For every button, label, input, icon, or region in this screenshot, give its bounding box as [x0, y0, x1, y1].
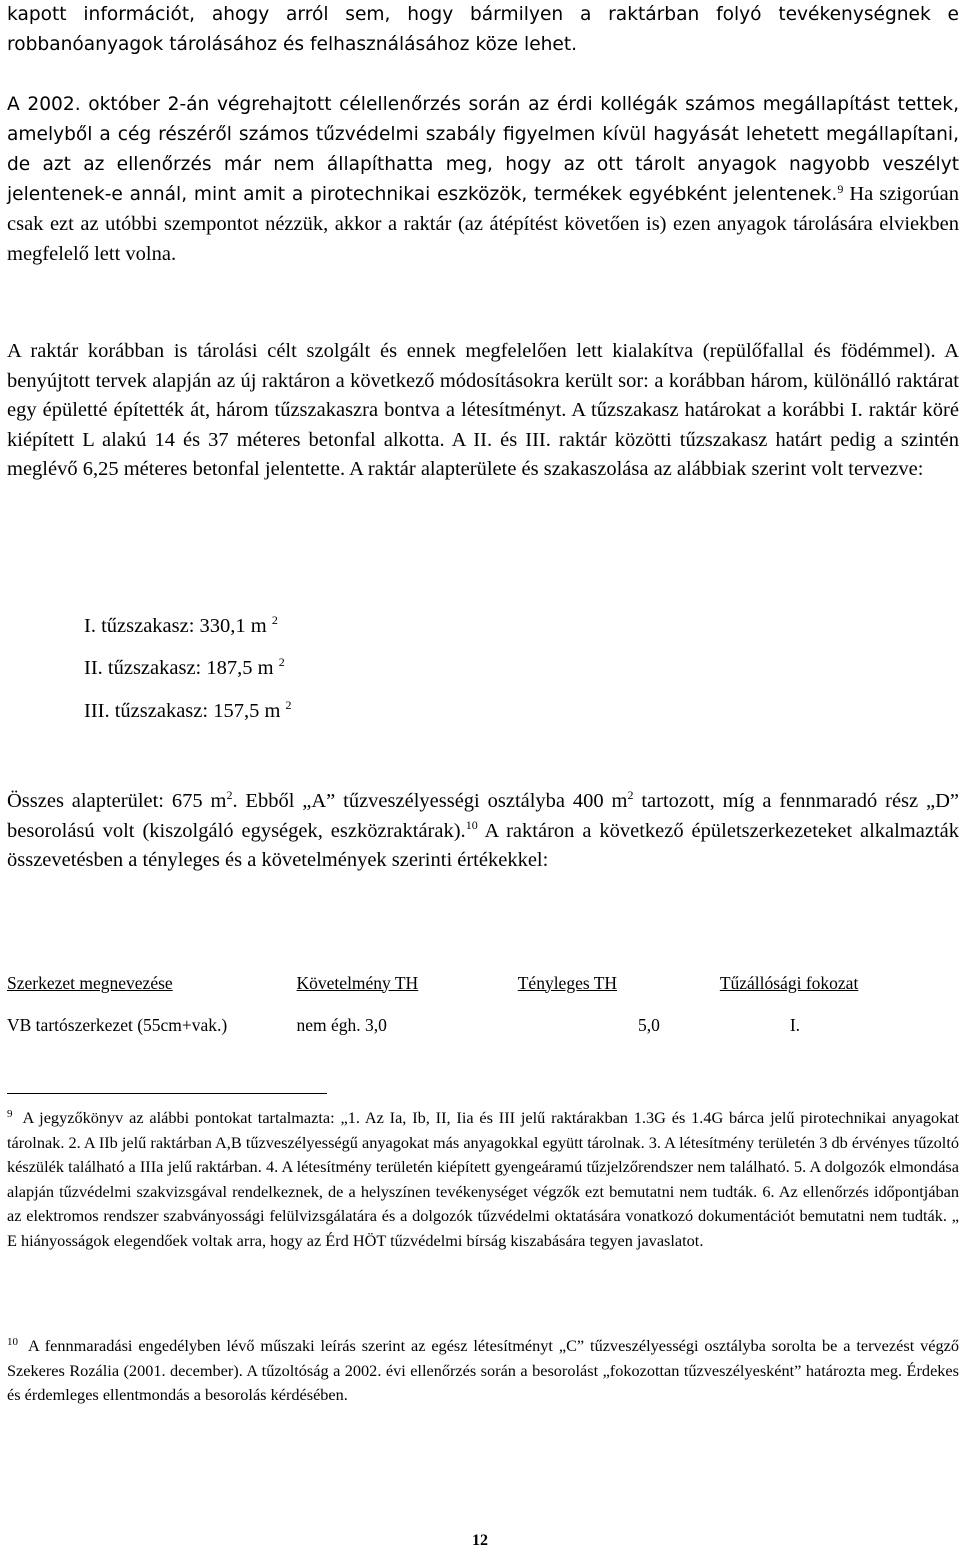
paragraph-inspection-tail: Ha szigorúan csak ezt az utóbbi szempontot nézzük, akkor a raktár (az átépítést követően is) ezen anyagok tárolására elviekben megfelelő lett volna. [7, 183, 959, 265]
page-number: 12 [472, 1532, 488, 1549]
table-header-actual: Tényleges TH [517, 972, 618, 993]
footnote-10-text: A fennmaradási engedélyben lévő műszaki leírás szerint az egész létesítményt „C” tűzveszélyességi osztályba sorolta be a tervezést végző Szekeres Rozália (2001. december). A tűzoltóság a 2002. évi ellenőrzés során a besorolást „fokozottan tűzveszélyesként” határozta meg. Érdekes és érdemleges ellentmondás a besorolás kérdésében. [7, 1336, 959, 1404]
total-area-text-a: Összes alapterület: 675 m [7, 790, 227, 812]
fire-zone-2 [84, 657, 285, 680]
fire-zone-3-sup: 2 [285, 698, 292, 713]
fire-zone-2-label: II. tűzszakasz: 187,5 m [84, 657, 274, 679]
footnote-9-text: A jegyzőkönyv az alábbi pontokat tartalmazta: „1. Az Ia, Ib, II, Iia és III jelű raktárakban 1.3G és 1.4G bárca jelű pirotechnikai anyagokat tárolnak. 2. A IIb jelű raktárban A,B tűzveszélyességű anyagokat más anyagokkal együtt tárolnak. 3. A létesítmény területén 3 db érvényes tűzoltó készülék található a IIIa jelű raktárban. 4. A létesítmény területén kiépített gyengeáramú tűzjelzőrendszer nem található. 5. A dolgozók elmondása alapján tűzvédelmi szakvizsgával rendelkeznek, de a helyszínen tevékenységet végzők ezt bemutatni nem tudták. 6. Az ellenőrzés időpontjában az elektromos rendszer szabványossági felülvizsgálatára és a dolgozók tűzvédelmi oktatására vonatkozó dokumentációt bemutatni nem tudták. „ E hiányosságok elegendőek voltak arra, hogy az Érd HÖT tűzvédelmi bírság kiszabására tegyen javaslatot. [7, 1108, 959, 1250]
fire-zone-1-sup: 2 [271, 613, 278, 628]
footnote-10 [7, 1334, 959, 1408]
table-cell-fire-rating: I. [789, 1014, 801, 1035]
fire-zone-1 [84, 615, 278, 638]
table-cell-required: nem égh. 3,0 [296, 1014, 387, 1035]
paragraph-intro: kapott információt, ahogy arról sem, hogy bármilyen a raktárban folyó tevékenységnek e robbanóanyagok tárolásához és felhasználásához köze lehet. [7, 4, 959, 55]
table-header-structure: Szerkezet megnevezése [7, 972, 173, 993]
fire-zone-3 [84, 700, 292, 723]
footnote-9 [7, 1106, 959, 1253]
paragraph-warehouse: A raktár korábban is tárolási célt szolgált és ennek megfelelően lett kialakítva (repülőfallal és födémmel). A benyújtott tervek alapján az új raktáron a következő módosításokra került sor: a korábban három, különálló raktárat egy épületté építették át, három tűzszakaszra bontva a létesítményt. A tűzszakasz határokat a korábbi I. raktár köré kiépített L alakú 14 és 37 méteres betonfal alkotta. A II. és III. raktár közötti tűzszakasz határt pedig a szintén meglévő 6,25 méteres betonfal jelentette. A raktár alapterülete és szakaszolása az alábbiak szerint volt tervezve: [7, 340, 959, 480]
structure-table [7, 968, 959, 1044]
table-header-row [7, 968, 959, 998]
footnote-separator [7, 1093, 327, 1094]
paragraph-inspection-text: A 2002. október 2-án végrehajtott célellenőrzés során az érdi kollégák számos megállapítást tettek, amelyből a cég részéről számos tűzvédelmi szabály figyelmen kívül hagyását lehetett megállapítani, de azt az ellenőrzés már nem állapíthatta meg, hogy az ott tárolt anyagok nagyobb veszélyt jelentenek-e annál, mint amit a pirotechnikai eszközök, termékek egyébként jelentenek. [7, 94, 959, 205]
table-row [7, 998, 959, 1044]
paragraph-inspection [7, 90, 959, 270]
table-header-fire-rating: Tűzállósági fokozat [719, 972, 859, 993]
footnote-10-mark: 10 [7, 1335, 18, 1348]
total-area-sup-2: 2 [627, 788, 634, 803]
footnote-ref-10[interactable]: 10 [465, 817, 478, 832]
footnote-ref-9[interactable]: 9 [837, 181, 844, 196]
fire-zone-1-label: I. tűzszakasz: 330,1 m [84, 615, 267, 637]
total-area-text-b: . Ebből „A” tűzveszélyességi osztályba 400 m [232, 790, 628, 812]
fire-zone-2-sup: 2 [278, 655, 285, 670]
paragraph-total-area [7, 787, 959, 876]
fire-zone-3-label: III. tűzszakasz: 157,5 m [84, 700, 281, 722]
table-cell-structure: VB tartószerkezet (55cm+vak.) [7, 1014, 228, 1035]
total-area-text-c: tartozott, míg a fennmaradó rész „D” besorolású volt (kiszolgáló egységek, eszközraktárak). [7, 790, 959, 842]
total-area-sup-1: 2 [226, 788, 233, 803]
footnote-9-mark: 9 [7, 1107, 13, 1120]
table-cell-actual: 5,0 [637, 1014, 660, 1035]
total-area-text-d: A raktáron a következő épületszerkezeteket alkalmazták összevetésben a tényleges és a követelmények szerinti értékekkel: [7, 819, 959, 871]
table-header-required: Követelmény TH [296, 972, 419, 993]
